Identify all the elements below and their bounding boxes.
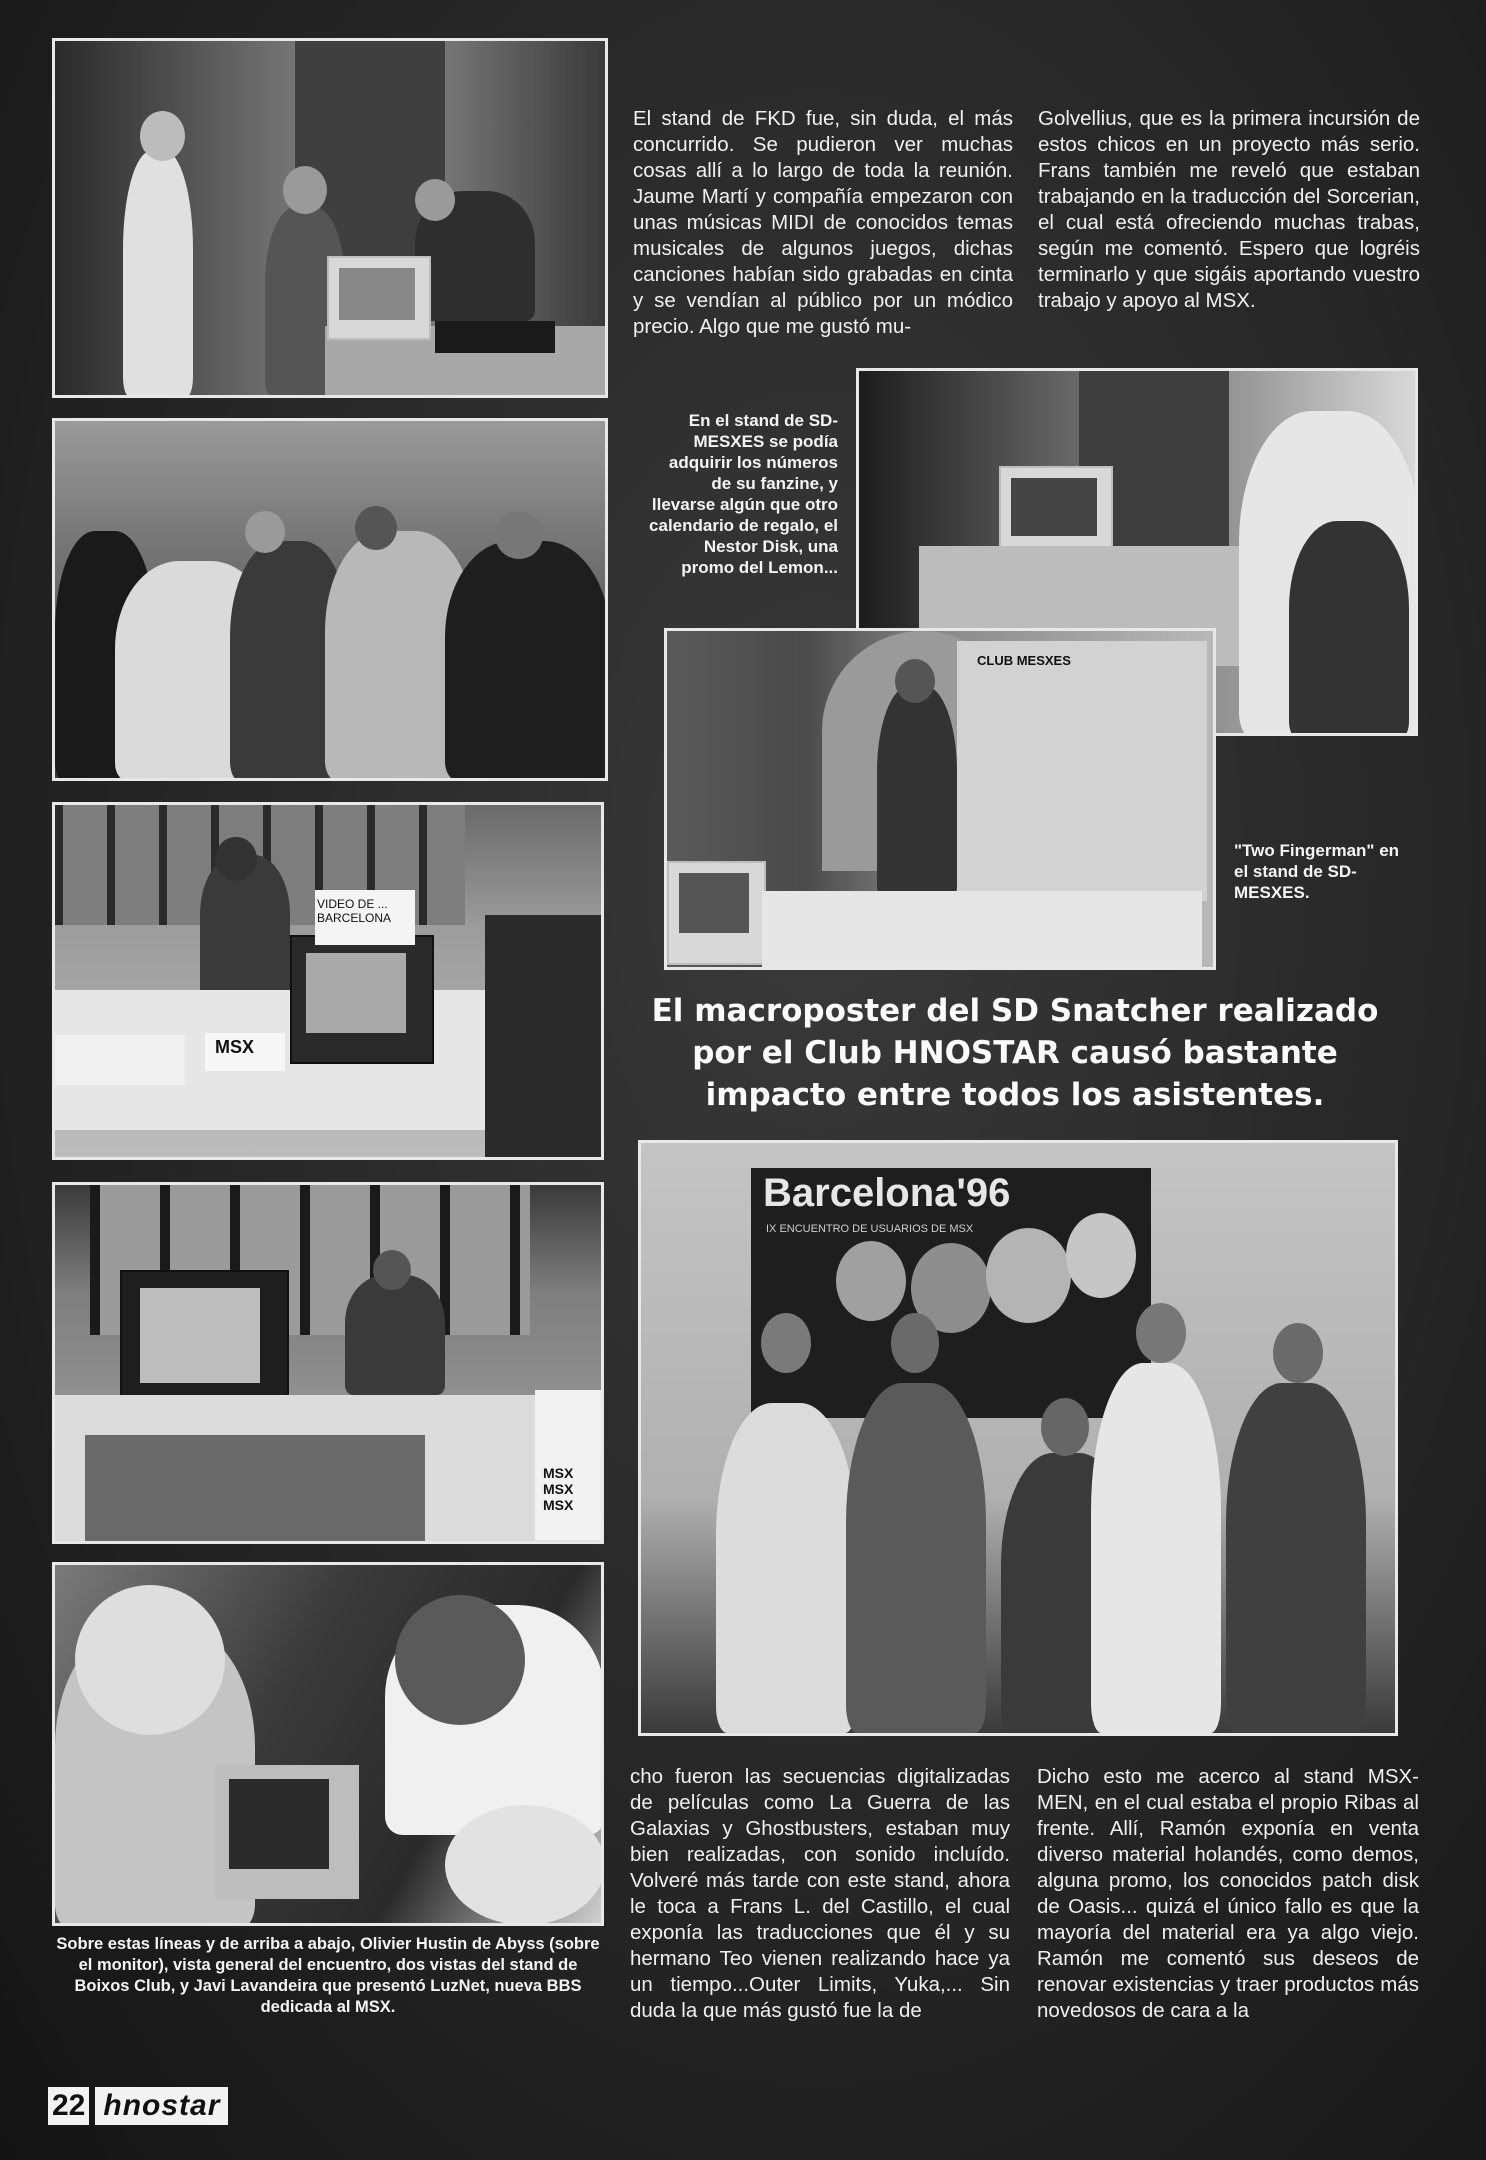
caption-left-column: Sobre estas líneas y de arriba a abajo, Olivier Hustin de Abyss (sobre el monitor), vista general del encuentro, dos vistas del stand de Boixos Club, y Javi Lavandeira que presentó LuzNet, nueva BBS dedicada al MSX.	[56, 1935, 600, 2016]
msx-sign-text: MSX	[215, 1037, 255, 1057]
page-number: 22	[48, 2087, 89, 2125]
video-sign-text: VIDEO DE ... BARCELONA	[317, 897, 392, 925]
magazine-logo: hnostar	[95, 2087, 228, 2125]
article-col1-bottom: cho fueron las secuencias digitalizadas de películas como La Guerra de las Galaxias y Ghostbusters, estaban muy bien realizadas, con sonido incluído. Volveré más tarde con este stand, ahora le toca a Frans L. del Castillo, el cual exponía las traducciones que él y su hermano Teo vienen realizando hace ya un tiempo...Outer Limits, Yuka,... Sin duda la que más gustó fue la de	[630, 1765, 1010, 2022]
article-col2-bottom: Dicho esto me acerco al stand MSX-MEN, en el cual estaba el propio Ribas al frente. Allí, Ramón exponía en venta diverso material holandés, como demos, alguna promo, los conocidos patch disk de Oasis... quizá el único fallo es que la mayoría del material era ya algo viejo. Ramón me comentó sus deseos de renovar existencias y traer productos más novedosos de cara a la	[1037, 1765, 1419, 2022]
club-mesxes-sign: CLUB MESXES	[977, 653, 1071, 668]
photo-olivier-hustin	[52, 38, 608, 398]
photo-general-view	[52, 418, 608, 781]
photo-boixos-club-2	[52, 1182, 604, 1544]
article-col1-top: El stand de FKD fue, sin duda, el más concurrido. Se pudieron ver muchas cosas allí a lo largo de toda la reunión. Jaume Martí y compañía empezaron con unas músicas MIDI de conocidos temas musicales de algunos juegos, dichas canciones habían sido grabadas en cinta y se vendían al público por un módico precio. Algo que me gustó mu-	[633, 107, 1013, 338]
article-col2-top: Golvellius, que es la primera incursión de estos chicos en un proyecto más serio. Frans también me reveló que estaban trabajando en la traducción del Sorcerian, el cual está ofreciendo muchas trabas, según me comentó. Espero que logréis terminarlo y que sigáis aportando vuestro trabajo y apoyo al MSX.	[1038, 107, 1420, 312]
caption-two-fingerman: "Two Fingerman" en el stand de SD-MESXES.	[1234, 841, 1400, 902]
poster-subtitle: IX ENCUENTRO DE USUARIOS DE MSX	[766, 1223, 974, 1235]
page-footer	[48, 2086, 228, 2126]
photo-boixos-club-1	[52, 802, 604, 1160]
photo-javi-lavandeira	[52, 1562, 604, 1926]
msx-banner-text: MSX MSX MSX	[543, 1465, 574, 1513]
poster-title: Barcelona'96	[763, 1171, 1011, 1215]
caption-sdmesxes: En el stand de SD-MESXES se podía adquirir los números de su fanzine, y llevarse algún que otro calendario de regalo, el Nestor Disk, una promo del Lemon...	[649, 411, 838, 577]
headline-macroposter: El macroposter del SD Snatcher realizado por el Club HNOSTAR causó bastante impacto entre todos los asistentes.	[651, 993, 1379, 1113]
photo-macroposter-group	[638, 1140, 1398, 1736]
photo-two-fingerman	[664, 628, 1216, 970]
